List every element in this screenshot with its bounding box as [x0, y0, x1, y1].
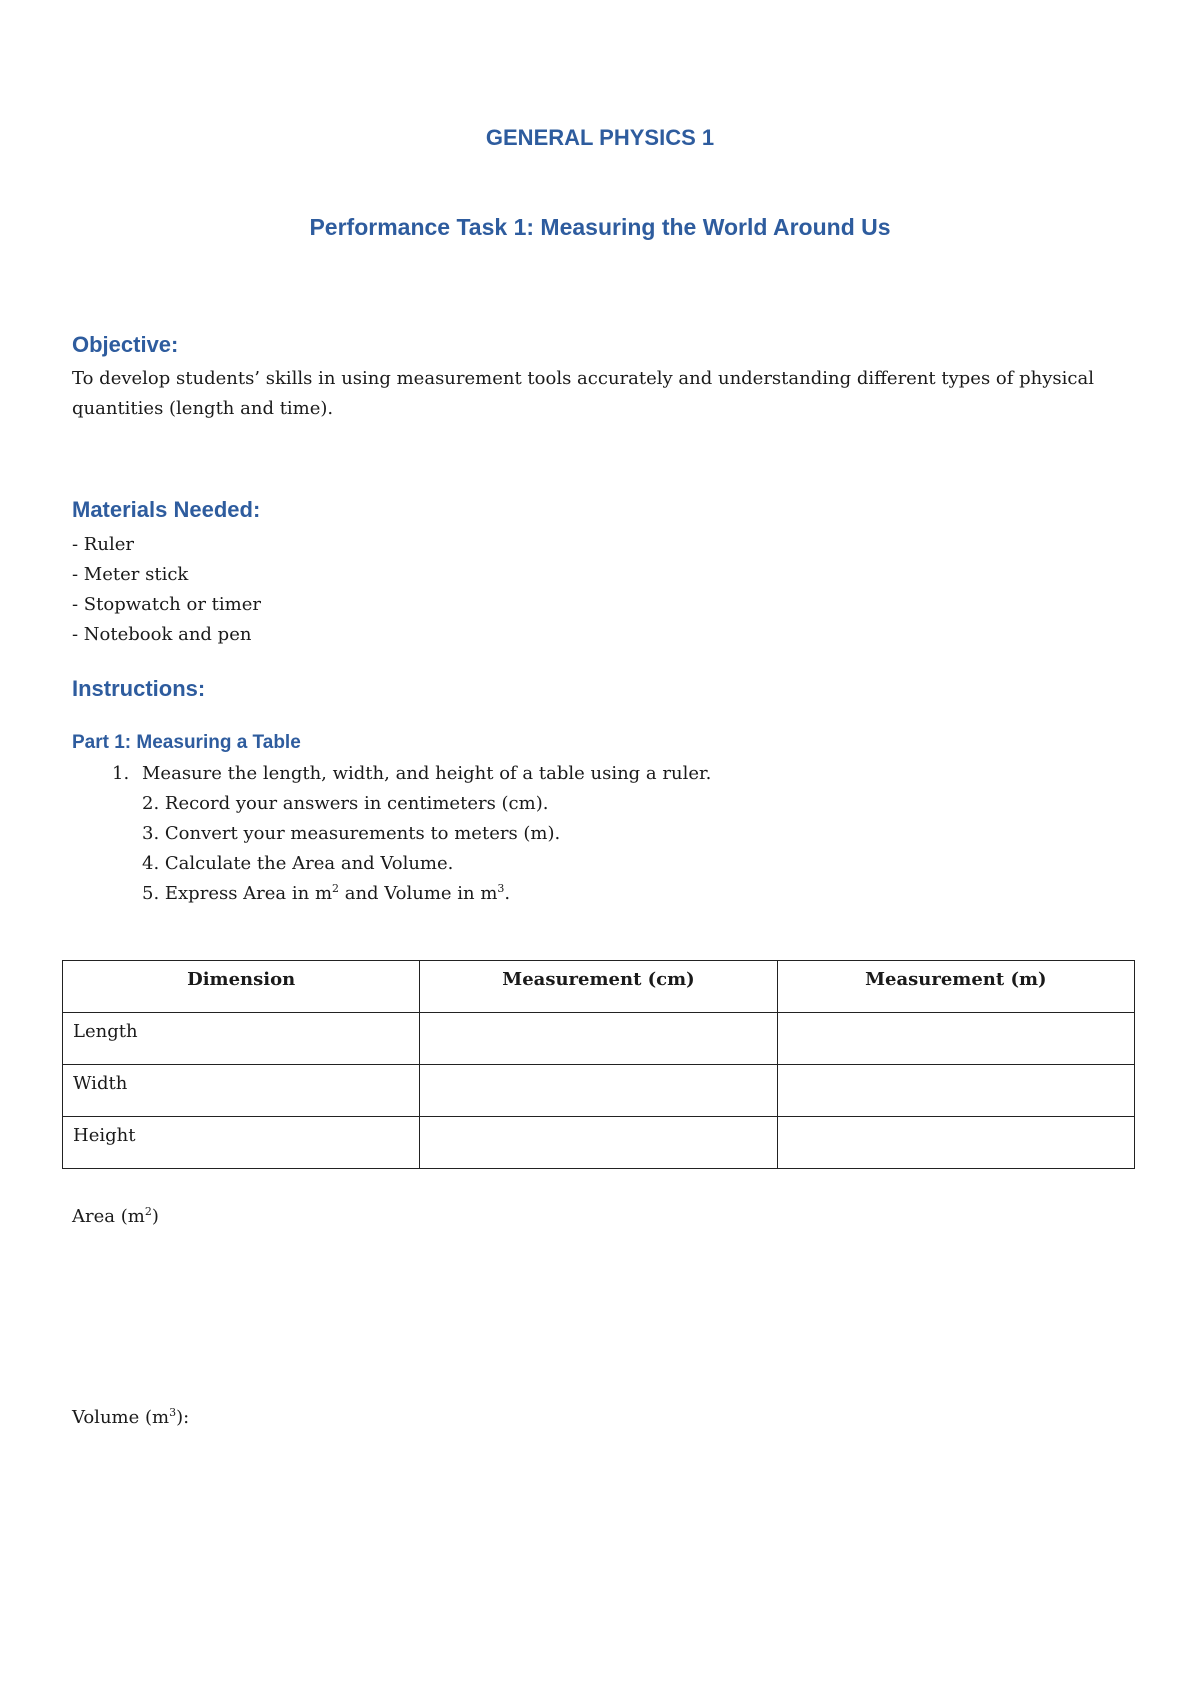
objective-text: To develop students’ skills in using measurement tools accurately and understanding different types of physical quantities (length and time).: [72, 368, 1094, 419]
materials-item: - Meter stick: [72, 564, 189, 585]
table-cell[interactable]: [777, 1065, 1134, 1117]
volume-label-text: ):: [176, 1407, 190, 1428]
superscript: 3: [497, 882, 505, 895]
step-item: [142, 879, 711, 909]
table-cell: Length: [63, 1013, 420, 1065]
column-header: Measurement (m): [777, 961, 1134, 1013]
table-cell[interactable]: [420, 1013, 777, 1065]
step-number: 1.: [112, 763, 130, 784]
table-cell[interactable]: [420, 1117, 777, 1169]
table-row: [63, 1013, 1135, 1065]
part1-heading: Part 1: Measuring a Table: [72, 732, 301, 753]
table-cell[interactable]: [777, 1013, 1134, 1065]
materials-list: [72, 530, 261, 650]
step-text: 4. Calculate the Area and Volume.: [142, 853, 454, 874]
instructions-heading: Instructions:: [72, 676, 206, 701]
measurement-table: [62, 960, 1135, 1169]
step-text: Measure the length, width, and height of a table using a ruler.: [142, 763, 712, 784]
volume-label: [72, 1407, 189, 1428]
step-text: 3. Convert your measurements to meters (m).: [142, 823, 561, 844]
materials-heading: Materials Needed:: [72, 497, 261, 522]
table-cell: Height: [63, 1117, 420, 1169]
superscript: 2: [332, 882, 340, 895]
volume-label-text: Volume (m: [72, 1407, 170, 1428]
materials-item: - Ruler: [72, 534, 134, 555]
table-cell: Width: [63, 1065, 420, 1117]
step-text: and Volume in m: [339, 883, 498, 904]
materials-item: - Stopwatch or timer: [72, 594, 261, 615]
column-header: Dimension: [63, 961, 420, 1013]
document-subtitle: Performance Task 1: Measuring the World Around Us: [309, 214, 891, 240]
document-title: GENERAL PHYSICS 1: [485, 125, 715, 150]
table-header-row: [63, 961, 1135, 1013]
superscript: 2: [144, 1205, 152, 1218]
step-text: .: [504, 883, 511, 904]
materials-item: - Notebook and pen: [72, 624, 252, 645]
step-text: 2. Record your answers in centimeters (cm).: [142, 793, 549, 814]
table-cell[interactable]: [420, 1065, 777, 1117]
column-header: Measurement (cm): [420, 961, 777, 1013]
table-row: [63, 1065, 1135, 1117]
area-label-text: ): [151, 1206, 159, 1227]
table-row: [63, 1117, 1135, 1169]
step-item: [142, 819, 711, 849]
area-label-text: Area (m: [72, 1206, 145, 1227]
table-cell[interactable]: [777, 1117, 1134, 1169]
step-item: [142, 849, 711, 879]
instruction-steps: [112, 759, 712, 909]
step-text: 5. Express Area in m: [142, 883, 333, 904]
area-label: [72, 1206, 159, 1227]
step-item: [142, 789, 711, 819]
step-item: [112, 759, 712, 789]
superscript: 3: [169, 1406, 177, 1419]
objective-heading: Objective:: [72, 332, 179, 357]
